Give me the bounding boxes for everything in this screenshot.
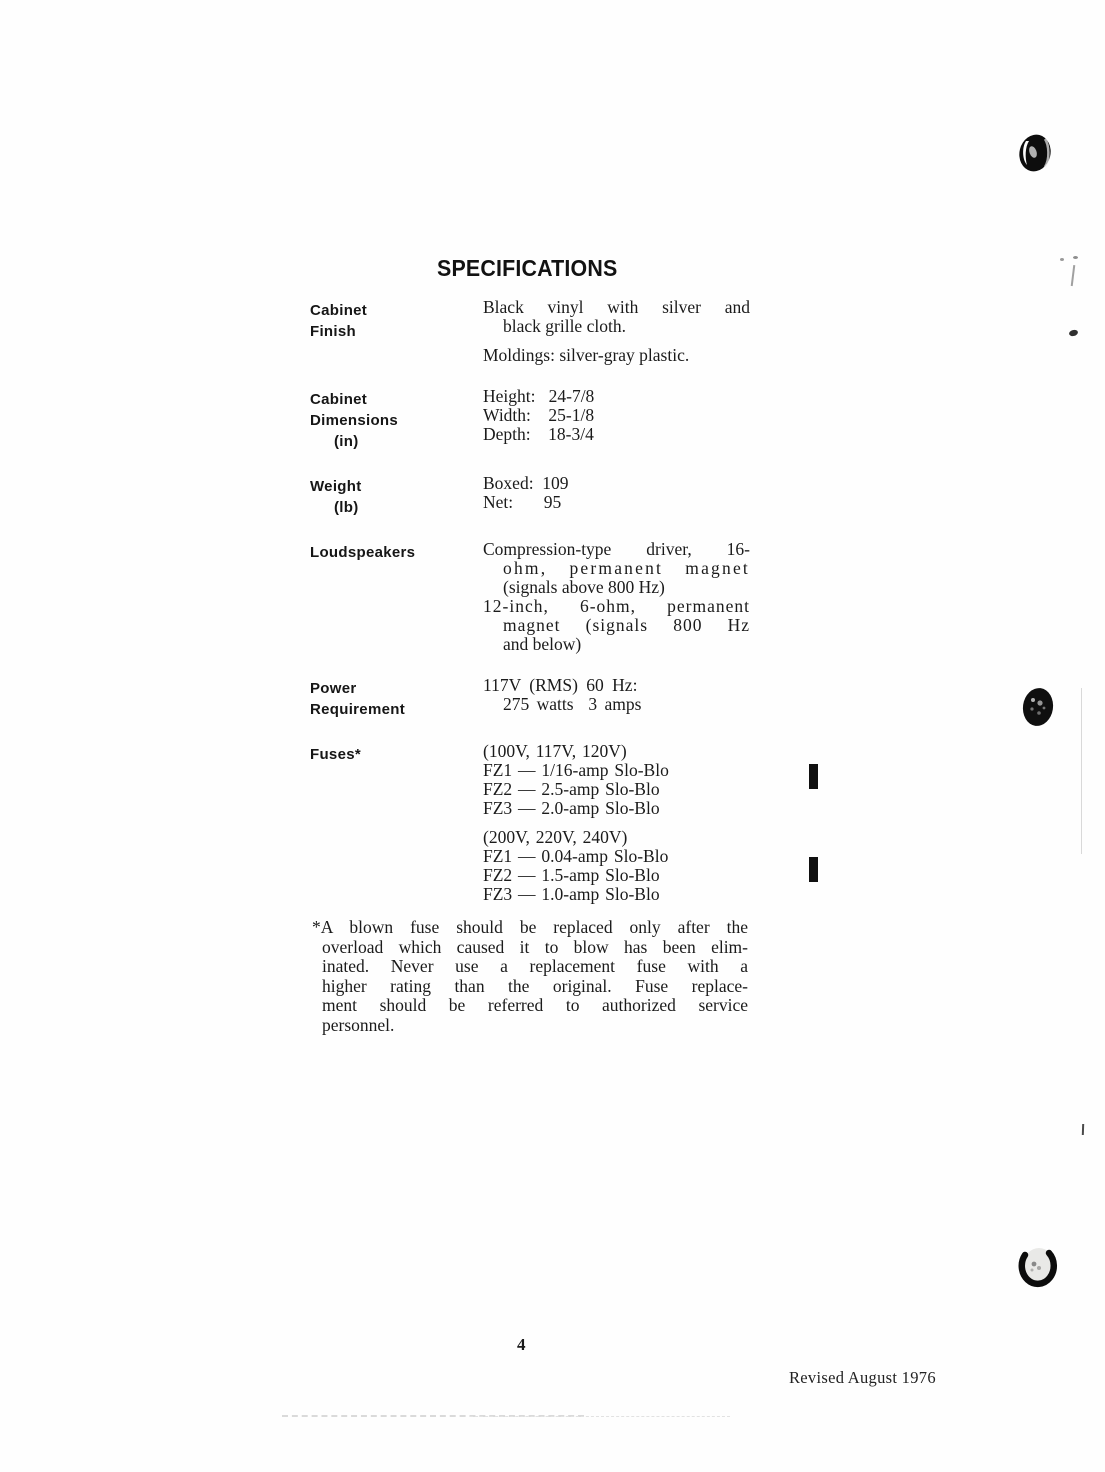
spec-label-line: (lb) (334, 499, 359, 516)
spec-label (310, 742, 483, 904)
spec-value-line: (200V, 220V, 240V) (483, 827, 628, 847)
spec-value-line: Depth: 18-3/4 (483, 424, 594, 444)
spec-value-line: (100V, 117V, 120V) (483, 741, 627, 761)
spec-value-line: Compression-type driver, 16- (483, 539, 750, 559)
scan-artifact-tick (1082, 1124, 1084, 1135)
spec-value-line: FZ2 — 1.5-amp Slo-Blo (483, 865, 660, 885)
page-number: 4 (517, 1335, 526, 1354)
spec-section (310, 387, 752, 452)
spec-label-line: Requirement (310, 701, 405, 718)
spec-label-line: Fuses* (310, 746, 361, 763)
spec-label (310, 474, 483, 518)
spec-value-line: Black vinyl with silver and (483, 297, 750, 317)
spec-value-line: FZ2 — 2.5-amp Slo-Blo (483, 779, 660, 799)
spec-table (310, 298, 752, 904)
spec-label-line: Loudspeakers (310, 544, 416, 561)
spec-value-line: 12-inch, 6-ohm, permanent (483, 596, 750, 616)
spec-label (310, 298, 483, 365)
spec-value-line: Moldings: silver-gray plastic. (483, 345, 690, 365)
revision-note: Revised August 1976 (789, 1368, 936, 1387)
spec-value-line: Boxed: 109 (483, 473, 569, 493)
spec-label-line: Weight (310, 478, 362, 495)
scan-artifact-ink-blob-top (1016, 132, 1054, 174)
change-bar (809, 857, 818, 882)
footnote-line: overload which caused it to blow has been elim- (322, 936, 748, 957)
footnote-line: personnel. (322, 1014, 395, 1035)
spec-content-block (310, 255, 752, 926)
spec-value-line: FZ1 — 1/16-amp Slo-Blo (483, 760, 669, 780)
spec-label-line: (in) (334, 433, 359, 450)
spec-value-line: (signals above 800 Hz) (503, 577, 665, 597)
footnote-line: higher rating than the original. Fuse replace- (322, 975, 748, 996)
spec-value-line: Width: 25-1/8 (483, 405, 595, 425)
scan-artifact-ink-blob-middle (1020, 686, 1056, 728)
spec-label-line: Power (310, 680, 357, 697)
spec-section (310, 540, 752, 654)
scan-artifact-dot (1068, 329, 1078, 337)
spec-section (310, 298, 752, 365)
spec-value-line: magnet (signals 800 Hz (503, 615, 750, 635)
spec-label-line: Cabinet (310, 391, 368, 408)
spec-label (310, 387, 483, 452)
spec-value-line: Net: 95 (483, 492, 562, 512)
spec-value (483, 474, 750, 518)
change-bar (809, 764, 818, 789)
spec-value (483, 298, 750, 365)
spec-value (483, 387, 750, 452)
spec-label-line: Finish (310, 323, 356, 340)
footnote-line: inated. Never use a replacement fuse with a (322, 956, 748, 976)
scan-artifact-ink-blob-bottom (1018, 1244, 1060, 1288)
spec-value (483, 676, 750, 720)
scan-artifact-scratch (1081, 688, 1082, 854)
spec-value-line: ohm, permanent magnet (503, 558, 750, 578)
spec-section (310, 742, 752, 904)
spec-label-line: Dimensions (310, 412, 399, 429)
spec-value-line: FZ1 — 0.04-amp Slo-Blo (483, 846, 669, 866)
scan-artifact-speck (1060, 254, 1082, 290)
page-title: SPECIFICATIONS (437, 255, 618, 281)
spec-label (310, 676, 483, 720)
fuse-footnote (312, 918, 748, 1035)
spec-value (483, 742, 750, 904)
scan-artifact-dashed-line-faint (470, 1416, 730, 1417)
footnote-line: *A blown fuse should be replaced only after the (312, 917, 748, 937)
spec-section (310, 474, 752, 518)
footnote-line: ment should be referred to authorized service (322, 995, 748, 1015)
spec-label (310, 540, 483, 654)
spec-value (483, 540, 750, 654)
spec-value-line: FZ3 — 2.0-amp Slo-Blo (483, 798, 660, 818)
spec-value-line: black grille cloth. (503, 316, 626, 336)
spec-value-line: FZ3 — 1.0-amp Slo-Blo (483, 884, 660, 904)
spec-value-line: and below) (503, 634, 582, 654)
spec-value-line: 275 watts 3 amps (503, 694, 642, 714)
spec-value-line: Height: 24-7/8 (483, 386, 595, 406)
spec-section (310, 676, 752, 720)
spec-value-line: 117V (RMS) 60 Hz: (483, 675, 638, 695)
spec-label-line: Cabinet (310, 302, 368, 319)
